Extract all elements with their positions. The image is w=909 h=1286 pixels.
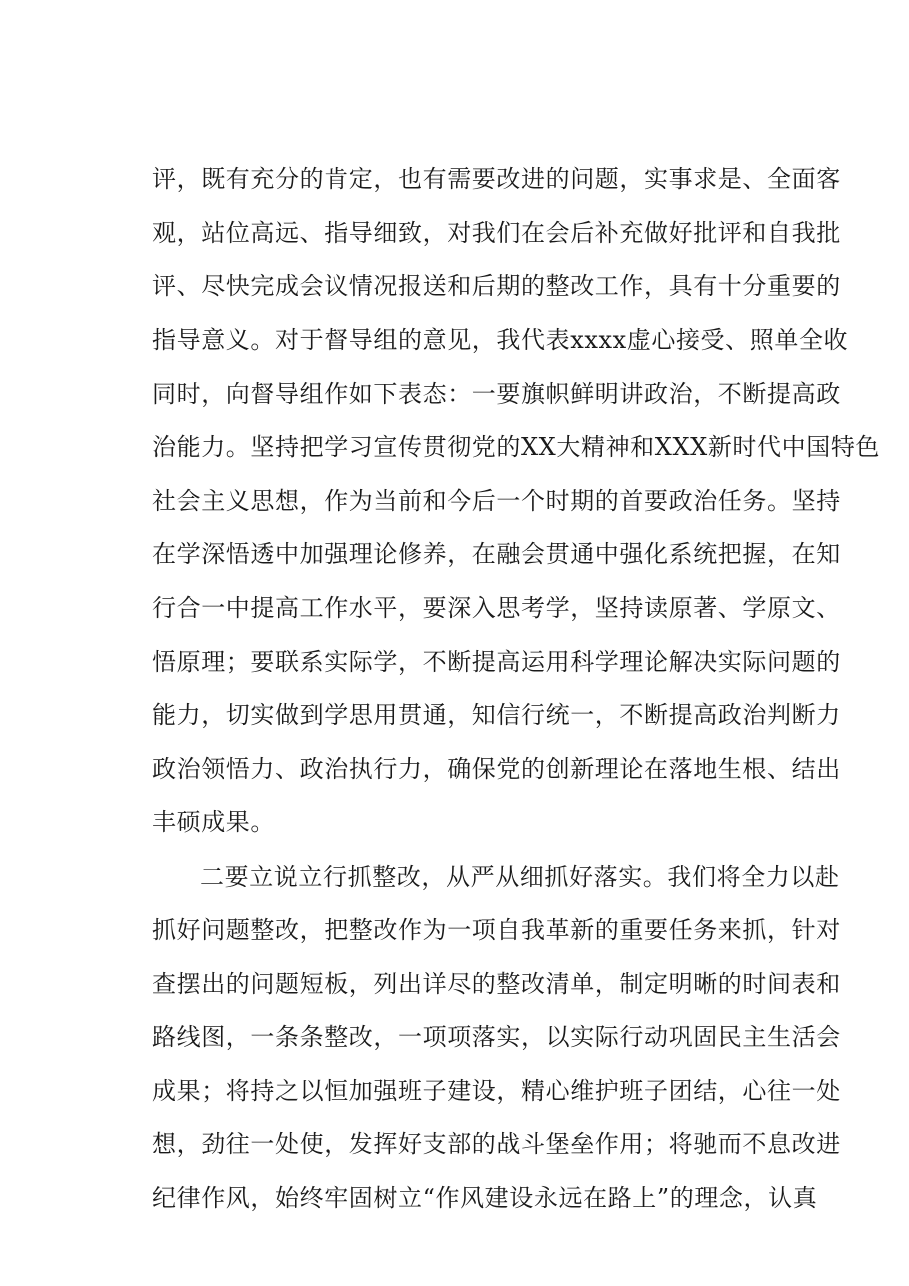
text-line: 评，既有充分的肯定，也有需要改进的问题，实事求是、全面客: [152, 165, 841, 193]
text-line: 路线图，一条条整改，一项项落实，以实际行动巩固民主生活会: [152, 1023, 841, 1051]
text-line: 能力，切实做到学思用贯通，知信行统一，不断提高政治判断力: [152, 701, 841, 729]
text-line: 指导意义。对于督导组的意见，我代表xxxx虚心接受、照单全收: [152, 326, 849, 354]
text-line: 丰硕成果。: [152, 808, 275, 836]
text-line: 在学深悟透中加强理论修养，在融会贯通中强化系统把握，在知: [152, 540, 841, 568]
text-line: 治能力。坚持把学习宣传贯彻党的XX大精神和XXX新时代中国特色: [152, 433, 881, 461]
text-line: 成果；将持之以恒加强班子建设，精心维护班子团结，心往一处: [152, 1077, 841, 1105]
text-line: 观，站位高远、指导细致，对我们在会后补充做好批评和自我批: [152, 219, 841, 247]
text-line: 抓好问题整改，把整改作为一项自我革新的重要任务来抓，针对: [152, 916, 841, 944]
text-line: 纪律作风，始终牢固树立“作风建设永远在路上”的理念，认真: [152, 1184, 818, 1212]
text-line: 行合一中提高工作水平，要深入思考学，坚持读原著、学原文、: [152, 594, 841, 622]
text-line: 想，劲往一处使，发挥好支部的战斗堡垒作用；将驰而不息改进: [152, 1130, 841, 1158]
text-line: 查摆出的问题短板，列出详尽的整改清单，制定明晰的时间表和: [152, 970, 841, 998]
text-line: 同时，向督导组作如下表态：一要旗帜鲜明讲政治，不断提高政: [152, 380, 841, 408]
text-line: 悟原理；要联系实际学，不断提高运用科学理论解决实际问题的: [152, 648, 841, 676]
text-line: 社会主义思想，作为当前和今后一个时期的首要政治任务。坚持: [152, 487, 841, 515]
text-line: 评、尽快完成会议情况报送和后期的整改工作，具有十分重要的: [152, 272, 841, 300]
paragraph-start-line: 二要立说立行抓整改，从严从细抓好落实。我们将全力以赴: [200, 863, 840, 891]
text-line: 政治领悟力、政治执行力，确保党的创新理论在落地生根、结出: [152, 755, 841, 783]
